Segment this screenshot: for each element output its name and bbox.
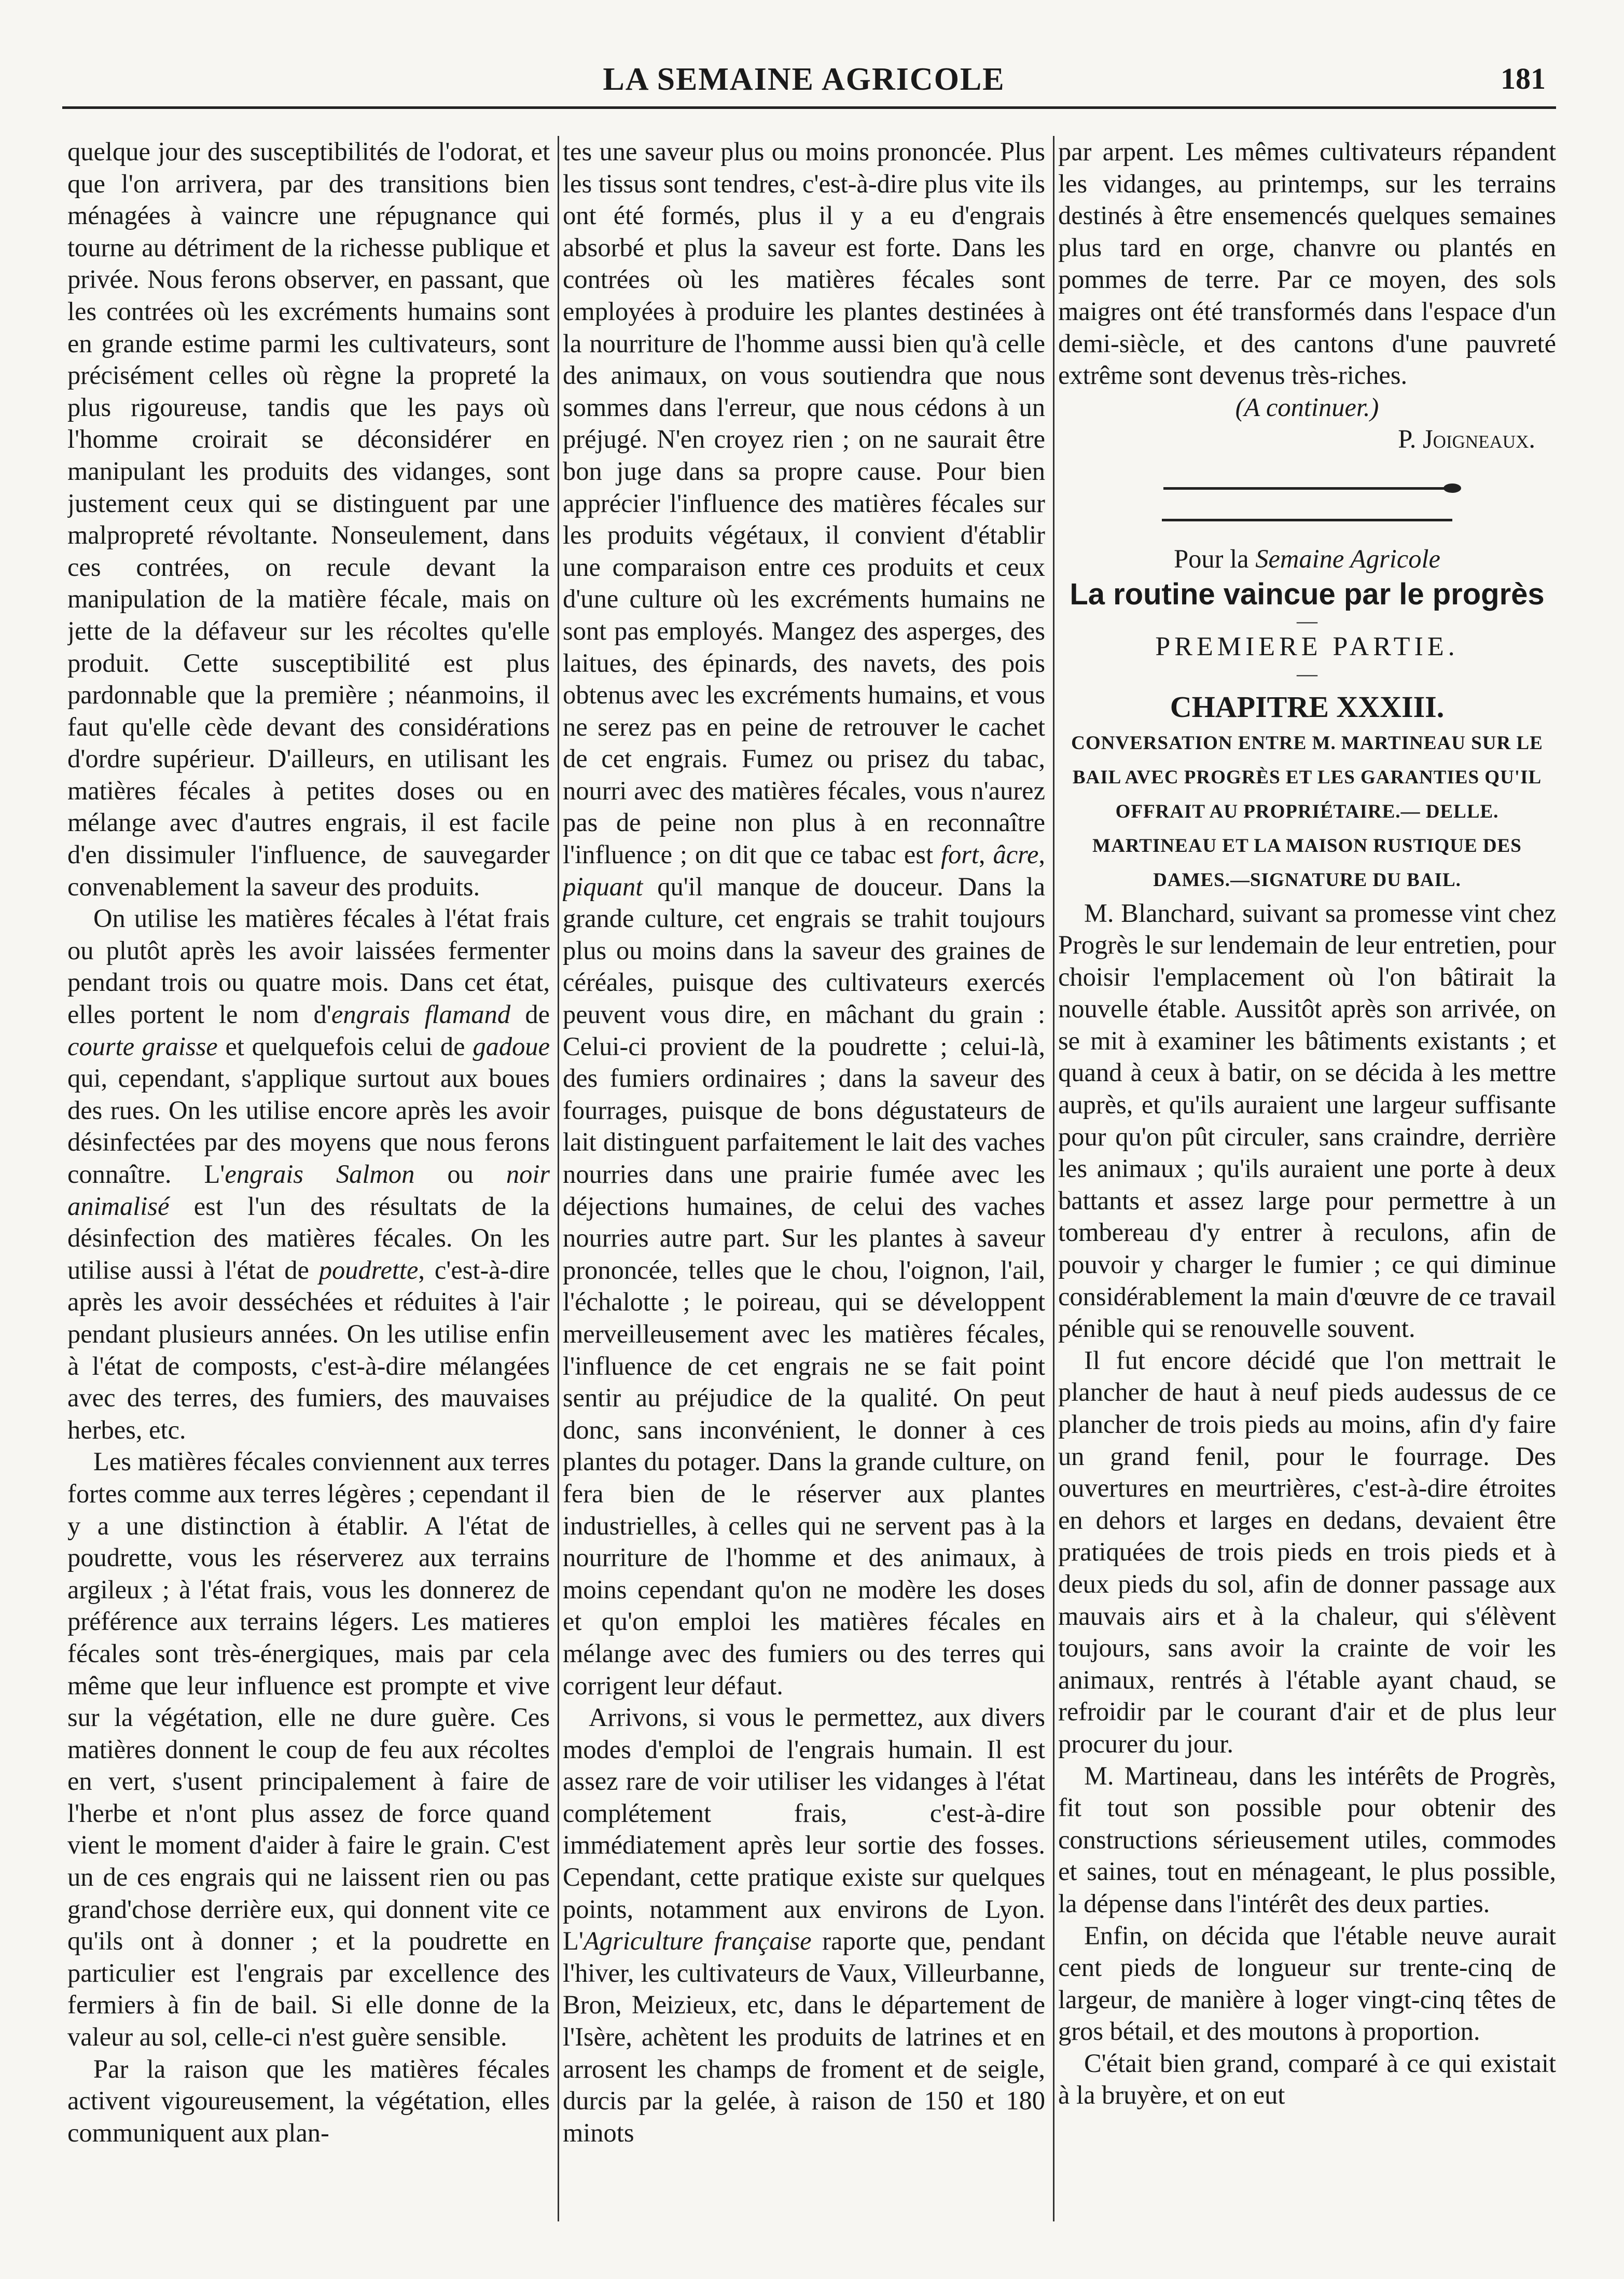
section-separator — [1058, 470, 1556, 534]
article-title: La routine vaincue par le progrès — [1070, 577, 1545, 611]
chapter-summary: CONVERSATION ENTRE M. MARTINEAU SUR LE BAIL AVEC PROGRÈS ET LES GARANTIES QU'IL OFFRAIT AU PROPRIÉTAIRE.— DELLE. MARTINEAU ET LA MAISON RUSTIQUE DES DAMES.—SIGNATURE DU BAIL. — [1071, 732, 1543, 891]
paragraph: M. Martineau, dans les intérêts de Progrès, fit tout son possible pour obtenir des constructions sérieusement utiles, commodes et saines, tout en ménageant, le plus possible, la dépense dans l'intérêt des deux parties. — [1058, 1761, 1556, 1918]
column-2 — [563, 136, 1045, 2221]
paragraph: Les matières fécales conviennent aux terres fortes comme aux terres légères ; cependant il y a une distinction à établir. A l'état de poudrette, vous les réserverez aux terrains argileux ; à l'état frais, vous les donnerez de préférence aux terrains légers. Les matieres fécales sont très-énergiques, mais par cela même que leur influence est prompte et vive sur la végétation, elle ne dure guère. Ces matières donnent le coup de feu aux récoltes en vert, s'usent principalement à faire de l'herbe et n'ont plus assez de force quand vient le moment d'aider à faire le grain. C'est un de ces engrais qui ne laissent rien ou pas grand'chose derrière eux, qui donnent vite ce qu'ils ont à donner ; et la poudrette en particulier est l'engrais par excellence des fermiers à fin de bail. Si elle donne de la valeur au sol, celle-ci n'est guère sensible. — [67, 1447, 550, 2052]
dash-separator: — — [1297, 609, 1317, 633]
paragraph: Il fut encore décidé que l'on mettrait le plancher de haut à neuf pieds audessus de ce plancher de trois pieds au moins, afin d'y faire un grand fenil, pour le fourrage. Des ouvertures en meurtrières, c'est-à-dire étroites en dehors et larges en dedans, devaient être pratiquées de trois pieds en trois pieds et à deux pieds du sol, afin de donner passage aux mauvais airs et à la chaleur, qui s'élèvent toujours, sans avoir la crainte de voir les animaux, rentrés à l'étable ayant chaud, se refroidir par le courant d'air et de plus leur procurer du jour. — [1058, 1345, 1556, 1758]
paragraph: Enfin, on décida que l'étable neuve aurait cent pieds de longueur sur trente-cinq de largeur, de manière à loger vingt-cinq têtes de gros bétail, et des moutons à proportion. — [1058, 1921, 1556, 2046]
continuation-note: (A continuer.) — [1235, 392, 1379, 422]
column-3 — [1058, 136, 1556, 2221]
paragraph: On utilise les matières fécales à l'état frais ou plutôt après les avoir laissées fermenter pendant trois ou quatre mois. Dans cet état, elles portent le nom d'engrais flamand de courte graisse et quelquefois celui de gadoue qui, cependant, s'applique surtout aux boues des rues. On les utilise encore après les avoir désinfectées par des moyens que nous ferons connaître. L'engrais Salmon ou noir animalisé est l'un des résultats de la désinfection des matières fécales. On les utilise aussi à l'état de poudrette, c'est-à-dire après les avoir desséchées et réduites à l'air pendant plusieurs années. On les utilise enfin à l'état de composts, c'est-à-dire mélangées avec des terres, des fumiers, des mauvaises herbes, etc. — [67, 904, 550, 1444]
page-header — [57, 52, 1551, 104]
author-signature: P. Joigneaux. — [1398, 424, 1535, 454]
paragraph: Par la raison que les matières fécales activent vigoureusement, la végétation, elles communiquent aux plan- — [67, 2054, 550, 2147]
section-source: Pour la Semaine Agricole — [1174, 544, 1440, 574]
column-1 — [67, 136, 550, 2221]
page-number: 181 — [1501, 62, 1546, 95]
paragraph: Arrivons, si vous le permettez, aux divers modes d'emploi de l'engrais humain. Il est assez rare de voir utiliser les vidanges à l'état complétement frais, c'est-à-dire immédiatement après leur sortie des fosses. Cependant, cette pratique existe sur quelques points, notamment aux environs de Lyon. L'Agriculture française raporte que, pendant l'hiver, les cultivateurs de Vaux, Villeurbanne, Bron, Meizieux, etc, dans le département de l'Isère, achètent les produits de latrines et en arrosent les champs de froment et de seigle, durcis par la gelée, à raison de 150 et 180 minots — [563, 1703, 1045, 2147]
column-divider — [1053, 136, 1054, 2221]
chapter-heading: CHAPITRE XXXIII. — [1170, 689, 1445, 724]
paragraph: quelque jour des susceptibilités de l'odorat, et que l'on arrivera, par des transitions bien ménagées à vaincre une répugnance qui tourne au détriment de la richesse publique et privée. Nous ferons observer, en passant, que les contrées où les excréments humains sont en grande estime parmi les cultivateurs, sont précisément celles où règne la propreté la plus rigoureuse, tandis que les pays où l'homme croirait se déconsidérer en manipulant les produits des vidanges, sont justement ceux qui se distinguent par une malpropreté révoltante. Nonseulement, dans ces contrées, on recule devant la manipulation de la matière fécale, mais on jette de la défaveur sur les récoltes qu'elle produit. Cette susceptibilité est plus pardonnable que la première ; néanmoins, il faut qu'elle cède devant des considérations d'ordre supérieur. D'ailleurs, en utilisant les matières fécales à petites doses ou en mélange avec d'autres engrais, il est facile d'en dissimuler l'influence, de sauvegarder convenablement la saveur des produits. — [67, 137, 550, 901]
dash-separator: — — [1297, 661, 1317, 685]
paragraph: par arpent. Les mêmes cultivateurs répandent les vidanges, au printemps, sur les terrains destinés à être ensemencés quelques semaines plus tard en orge, chanvre ou plantés en pommes de terre. Par ce moyen, des sols maigres ont été transformés dans l'espace d'un demi-siècle, et des cantons d'une pauvreté extrême sont devenus très-riches. — [1058, 137, 1556, 390]
paragraph: tes une saveur plus ou moins prononcée. Plus les tissus sont tendres, c'est-à-dire plus vite ils ont été formés, plus il y a eu d'engrais absorbé et plus la saveur est forte. Dans les contrées où les matières fécales sont employées à produire les plantes destinées à la nourriture de l'homme aussi bien qu'à celle des animaux, on vous soutiendra que nous sommes dans l'erreur, que nous cédons à un préjugé. N'en croyez rien ; on ne saurait être bon juge dans sa propre cause. Pour bien apprécier l'influence des matières fécales sur les produits végétaux, il convient d'établir une comparaison entre ces produits et ceux d'une culture où les excréments humains ne sont pas employés. Mangez des asperges, des laitues, des épinards, des navets, des pois obtenus avec les excréments humains, et vous ne serez pas en peine de retrouver le cachet de cet engrais. Fumez ou prisez du tabac, nourri avec des matières fécales, vous n'aurez pas de peine non plus à en reconnaître l'influence ; on dit que ce tabac est fort, âcre, piquant qu'il manque de douceur. Dans la grande culture, cet engrais se trahit toujours plus ou moins dans la saveur des graines de céréales, puisque des cultivateurs exercés peuvent vous dire, en mâchant du grain : Celui-ci provient de la poudrette ; celui-là, des fumiers ordinaires ; dans la saveur des fourrages, puisque de bons dégustateurs de lait distinguent parfaitement le lait des vaches nourries dans une prairie fumée avec les déjections humaines, de celui des vaches nourries autre part. Sur les plantes à saveur prononcée, telles que le chou, l'oignon, l'ail, l'échalotte ; le poireau, qui se développent merveilleusement avec les matières fécales, l'influence de cet engrais ne se fait point sentir au préjudice de la qualité. On peut donc, sans inconvénient, le donner à ces plantes du potager. Dans la grande culture, on fera bien de le réserver aux plantes industrielles, à celles qui ne servent pas à la nourriture de l'homme et des animaux, à moins cependant qu'on ne modère les doses et qu'on emploi les matières fécales en mélange avec des fumiers ou des terres qui corrigent leur défaut. — [563, 137, 1045, 1700]
column-divider — [558, 136, 559, 2221]
journal-title: LA SEMAINE AGRICOLE — [603, 62, 1005, 97]
header-rule — [62, 106, 1556, 109]
paragraph: C'était bien grand, comparé à ce qui existait à la bruyère, et on eut — [1058, 2048, 1556, 2110]
paragraph: M. Blanchard, suivant sa promesse vint chez Progrès le sur lendemain de leur entretien, pour choisir l'emplacement où l'on bâtirait la nouvelle étable. Aussitôt après son arrivée, on se mit à examiner les bâtiments existants ; et quand à ceux à batir, on se décida à les mettre auprès, et qu'ils auraient une largeur suffisante pour qu'on pût circuler, sans craindre, derrière les animaux ; qu'ils auraient une porte à deux battants et assez large pour permettre à un tombereau d'y entrer à reculons, afin de pouvoir y charger le fumier ; ce qui diminue considérablement la main d'œuvre de ce travail pénible qui se renouvelle souvent. — [1058, 898, 1556, 1343]
part-heading: PREMIERE PARTIE. — [1155, 632, 1459, 662]
